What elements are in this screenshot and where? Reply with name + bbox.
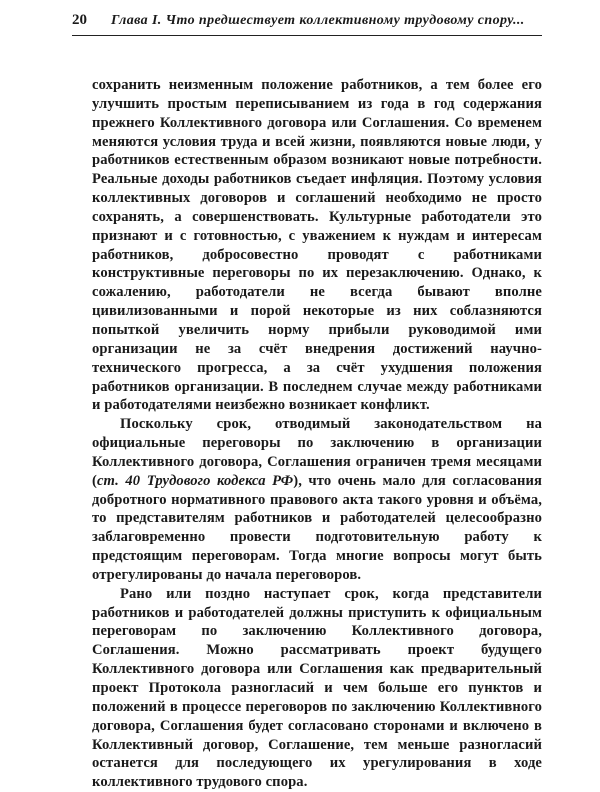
- paragraph-3: Рано или поздно наступает срок, когда представители работников и работодателей должны приступить к официальным переговорам по заключению Коллективного договора, Соглашения. Можно рассматривать проект будущего Коллективного договора или Соглашения как предварительный проект Протокола разногласий и чем больше его пунктов и положений в процессе переговоров по заключению Коллективного договора, Соглашения будет согласовано сторонами и включено в Коллективный договор, Соглашение, тем меньше разногласий останется для последующего их урегулирования в ходе коллективного трудового спора.: [92, 585, 542, 791]
- paragraph-2: [92, 415, 542, 585]
- chapter-title: Глава I. Что предшествует коллективному трудовому спору...: [111, 13, 525, 28]
- paragraph-2-end: ), что очень мало для согласования добротного нормативного правового акта такого уровня и объёма, то представителям работников и работодателей целесообразно заблаговременно провести подготовительную работу к предстоящим переговорам. Тогда многие вопросы могут быть отрегулированы до начала переговоров.: [92, 472, 542, 583]
- paragraph-1: сохранить неизменным положение работников, а тем более его улучшить простым переписыванием из года в год содержания прежнего Коллективного договора или Соглашения. Со временем меняются условия труда и всей жизни, появляются новые люди, у работников естественным образом возникают новые потребности. Реальные доходы работников съедает инфляция. Поэтому условия коллективных договоров и соглашений необходимо не просто сохранять, а совершенствовать. Культурные работодатели это признают и с готовностью, с уважением к нуждам и интересам работников, добросовестно проводят с работниками конструктивные переговоры по их перезаключению. Однако, к сожалению, работодатели не всегда бывают вполне цивилизованными и порой некоторые из них соблазняются попыткой увеличить норму прибыли руководимой ими организации не за счёт внедрения достижений научно-технического прогресса, а за счёт ухудшения положения работников организации. В последнем случае между работниками и работодателями неизбежно возникает конфликт.: [92, 77, 542, 414]
- body-text: [92, 76, 542, 792]
- page-number: 20: [72, 12, 87, 28]
- running-header: [72, 12, 542, 36]
- law-citation: ст. 40 Трудового кодекса РФ: [96, 472, 294, 489]
- paragraph-2-start: Поскольку срок, отводимый законодательством на официальные переговоры по заключению в организации Коллективного договора, Соглашения ограничен тремя месяцами (: [92, 416, 542, 489]
